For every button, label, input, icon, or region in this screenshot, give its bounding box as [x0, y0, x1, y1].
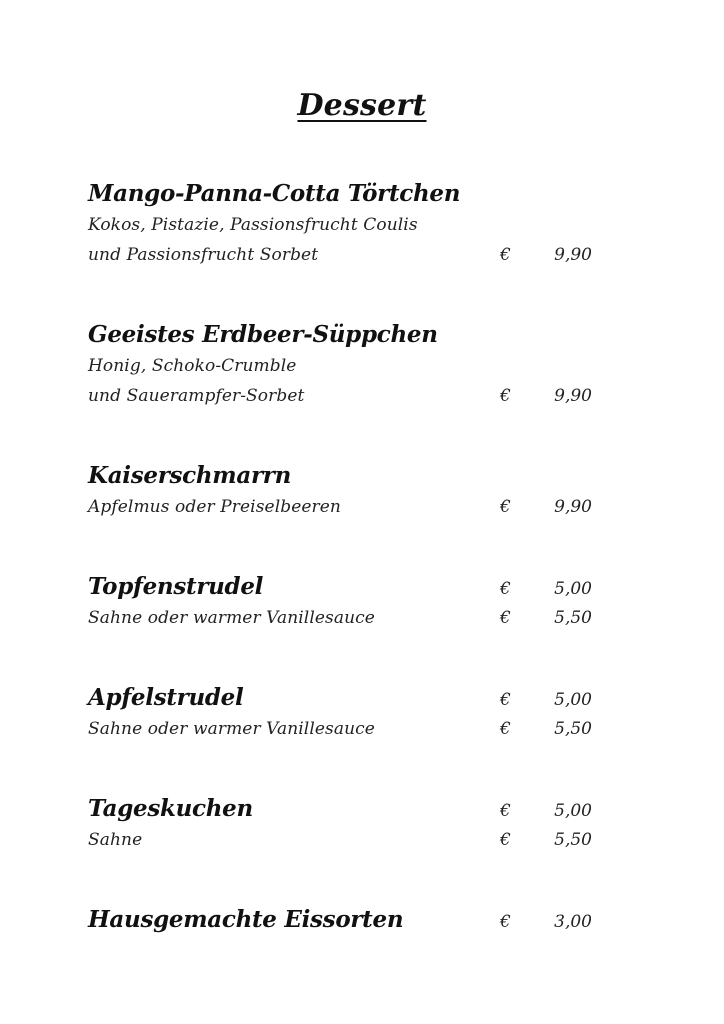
price-amount: 9,90: [554, 245, 592, 265]
price-amount: 5,50: [554, 830, 592, 850]
item-name: Apfelstrudel: [88, 684, 244, 711]
item-description: und Passionsfrucht Sorbet: [88, 245, 319, 265]
item-name: Topfenstrudel: [88, 573, 264, 600]
currency-symbol: €: [500, 830, 511, 850]
price-amount: 9,90: [554, 386, 592, 406]
currency-symbol: €: [500, 801, 511, 821]
price-amount: 5,00: [554, 579, 592, 599]
menu-item-apfelstrudel: [88, 684, 608, 744]
currency-symbol: €: [500, 690, 511, 710]
item-price: [500, 825, 610, 855]
item-description: Sahne oder warmer Vanillesauce: [88, 608, 375, 628]
item-price: [500, 906, 610, 936]
menu-item-kaiserschmarrn: [88, 462, 608, 522]
item-description: Kokos, Pistazie, Passionsfrucht Coulis: [88, 215, 418, 235]
item-description: Apfelmus oder Preiselbeeren: [88, 497, 341, 517]
item-price: [500, 381, 610, 411]
price-amount: 5,50: [554, 608, 592, 628]
price-amount: 5,00: [554, 801, 592, 821]
currency-symbol: €: [500, 497, 511, 517]
price-amount: 3,00: [554, 912, 592, 932]
item-description: Sahne: [88, 830, 143, 850]
item-price: [500, 603, 610, 633]
item-name: Hausgemachte Eissorten: [88, 906, 404, 933]
item-description: Honig, Schoko-Crumble: [88, 356, 297, 376]
page-title: Dessert: [297, 88, 427, 123]
item-description: Sahne oder warmer Vanillesauce: [88, 719, 375, 739]
menu-item-topfenstrudel: [88, 573, 608, 633]
currency-symbol: €: [500, 719, 511, 739]
item-name: Geeistes Erdbeer-Süppchen: [88, 321, 438, 348]
currency-symbol: €: [500, 579, 511, 599]
item-name: Tageskuchen: [88, 795, 253, 822]
price-amount: 5,00: [554, 690, 592, 710]
item-price: [500, 573, 610, 603]
item-price: [500, 684, 610, 714]
price-amount: 5,50: [554, 719, 592, 739]
menu-item-eissorten: [88, 906, 608, 936]
item-price: [500, 714, 610, 744]
menu-item-tageskuchen: [88, 795, 608, 855]
menu-item-mango-panna-cotta: [88, 180, 608, 270]
item-name: Kaiserschmarrn: [88, 462, 292, 489]
menu-item-erdbeer-sueppchen: [88, 321, 608, 411]
item-name: Mango-Panna-Cotta Törtchen: [88, 180, 461, 207]
item-price: [500, 795, 610, 825]
price-amount: 9,90: [554, 497, 592, 517]
item-description: und Sauerampfer-Sorbet: [88, 386, 305, 406]
item-price: [500, 492, 610, 522]
currency-symbol: €: [500, 245, 511, 265]
item-price: [500, 240, 610, 270]
currency-symbol: €: [500, 386, 511, 406]
currency-symbol: €: [500, 608, 511, 628]
currency-symbol: €: [500, 912, 511, 932]
